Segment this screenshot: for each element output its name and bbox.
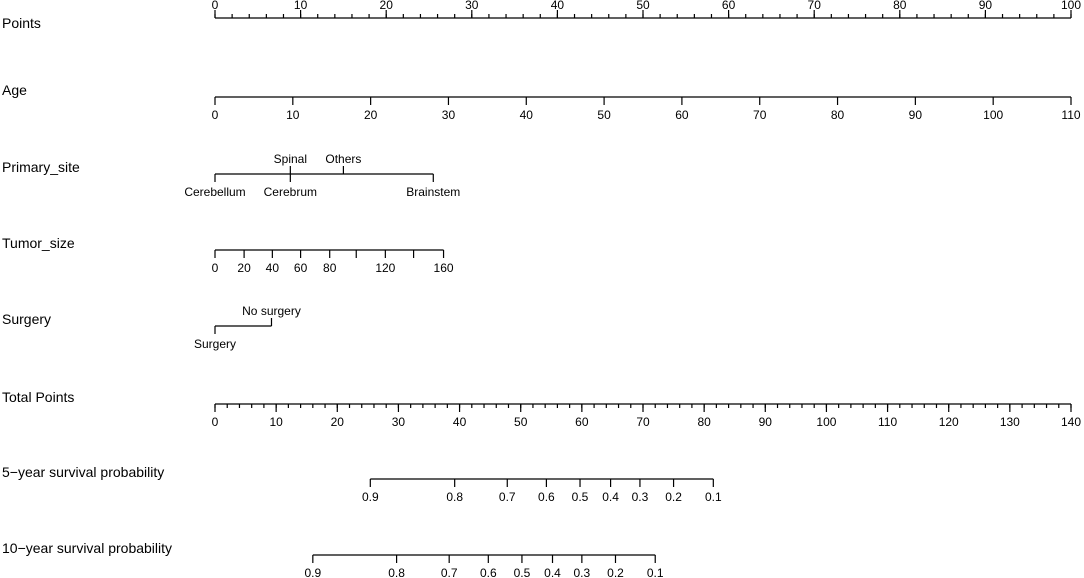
row-label-total_points: Total Points: [2, 389, 75, 405]
tick-label: 0.3: [631, 490, 649, 504]
tick-label: 30: [391, 415, 406, 429]
category-label: Cerebrum: [263, 185, 318, 199]
tick-label: 40: [452, 415, 467, 429]
tick-label: 0.3: [573, 566, 591, 578]
tick-label: 130: [999, 415, 1020, 429]
tick-label: 0: [211, 415, 219, 429]
tick-label: 0.7: [498, 490, 516, 504]
tick-label: 80: [893, 0, 907, 12]
tick-label: 160: [433, 261, 454, 275]
category-label: Brainstem: [406, 185, 461, 199]
tick-label: 60: [721, 0, 736, 12]
category-label: No surgery: [242, 304, 301, 318]
row-label-surv10: 10−year survival probability: [2, 540, 173, 556]
row-label-primary_site: Primary_site: [2, 159, 80, 175]
tick-label: 0.8: [388, 566, 405, 578]
row-label-age: Age: [2, 82, 27, 98]
tick-label: 0.6: [479, 566, 497, 578]
tick-label: 0.9: [304, 566, 322, 578]
row-surv5: [2, 464, 722, 504]
tick-label: 70: [807, 0, 821, 12]
tick-label: 90: [758, 415, 772, 429]
tick-label: 60: [293, 261, 308, 275]
tick-label: 50: [597, 108, 611, 122]
category-label: Others: [325, 152, 362, 166]
tick-label: 20: [363, 108, 378, 122]
tick-label: 20: [379, 0, 393, 12]
tick-label: 90: [978, 0, 993, 12]
tick-label: 20: [237, 261, 251, 275]
row-tumor_size: [2, 235, 454, 275]
tick-label: 40: [519, 108, 533, 122]
tick-label: 50: [514, 415, 528, 429]
tick-label: 60: [575, 415, 589, 429]
nomogram-rows: [2, 0, 1081, 578]
category-label: Spinal: [273, 152, 308, 166]
tick-label: 0.6: [538, 490, 555, 504]
tick-label: 110: [878, 415, 898, 429]
tick-label: 30: [465, 0, 479, 12]
tick-label: 40: [550, 0, 565, 12]
row-label-points: Points: [2, 15, 41, 31]
tick-label: 0: [211, 108, 219, 122]
tick-label: 30: [441, 108, 456, 122]
tick-label: 0.1: [704, 490, 722, 504]
row-primary_site: [2, 152, 460, 199]
tick-label: 140: [1060, 415, 1082, 429]
row-label-surgery: Surgery: [2, 311, 52, 327]
row-surv10: [2, 540, 664, 578]
tick-label: 100: [1060, 0, 1082, 12]
tick-label: 110: [1061, 108, 1081, 122]
tick-label: 80: [830, 108, 845, 122]
tick-label: 120: [938, 415, 959, 429]
tick-label: 0.4: [544, 566, 561, 578]
tick-label: 0.2: [665, 490, 682, 504]
row-surgery: [2, 304, 301, 351]
tick-label: 90: [908, 108, 923, 122]
tick-label: 120: [375, 261, 396, 275]
tick-label: 70: [636, 415, 650, 429]
tick-label: 80: [323, 261, 337, 275]
tick-label: 10: [286, 108, 300, 122]
tick-label: 100: [816, 415, 837, 429]
row-total_points: [2, 389, 1081, 429]
tick-label: 70: [753, 108, 767, 122]
category-label: Surgery: [193, 337, 237, 351]
tick-label: 0.7: [440, 566, 458, 578]
tick-label: 60: [675, 108, 689, 122]
tick-label: 0.1: [646, 566, 664, 578]
row-label-surv5: 5−year survival probability: [2, 464, 165, 480]
tick-label: 10: [293, 0, 308, 12]
tick-label: 0.5: [513, 566, 531, 578]
tick-label: 0: [211, 261, 219, 275]
tick-label: 20: [330, 415, 344, 429]
tick-label: 10: [269, 415, 283, 429]
tick-label: 0.9: [361, 490, 379, 504]
tick-label: 100: [983, 108, 1004, 122]
tick-label: 0.8: [446, 490, 464, 504]
tick-label: 0: [211, 0, 219, 12]
tick-label: 40: [265, 261, 280, 275]
row-label-tumor_size: Tumor_size: [2, 235, 75, 251]
tick-label: 0.2: [607, 566, 624, 578]
tick-label: 80: [697, 415, 711, 429]
row-age: [2, 82, 1081, 122]
category-label: Cerebellum: [184, 185, 246, 199]
tick-label: 0.5: [571, 490, 589, 504]
tick-label: 0.4: [602, 490, 619, 504]
row-points: [2, 0, 1081, 31]
tick-label: 50: [636, 0, 650, 12]
